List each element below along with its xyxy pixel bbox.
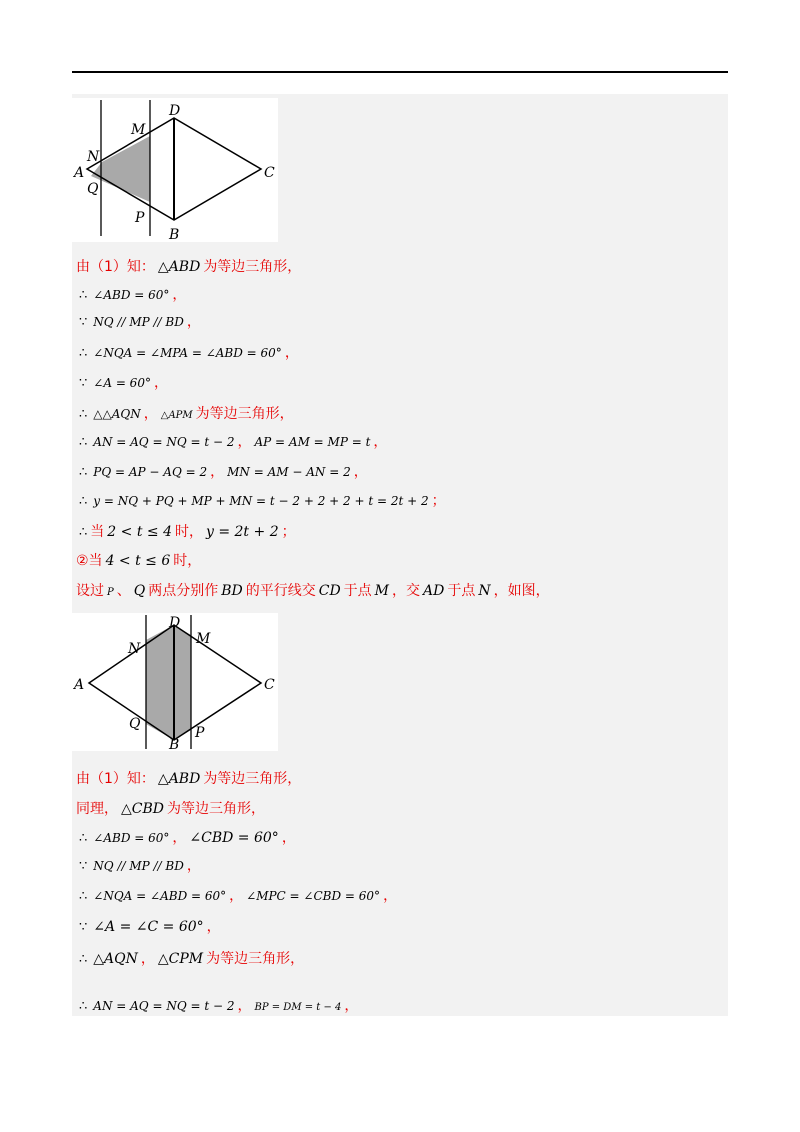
math-expression: AP = AM = MP = t (254, 435, 371, 449)
label-C: C (264, 677, 275, 693)
line-5 (76, 374, 168, 390)
solution-text: ， (344, 998, 359, 1014)
solution-text: ， (143, 406, 158, 422)
solution-text: ， (353, 464, 368, 480)
logic-symbol: ∴ (79, 346, 88, 361)
line-18 (76, 918, 221, 934)
math-expression: ∠A = ∠C = 60° (93, 919, 204, 935)
math-expression: y = NQ + PQ + MP + MN = t − 2 + 2 + 2 + t = 2t + 2 (93, 494, 429, 508)
line-9 (76, 492, 446, 508)
math-expression: ∠CBD = 60° (189, 830, 279, 846)
math-expression: P (107, 587, 114, 598)
logic-symbol: ∴ (79, 831, 88, 846)
logic-symbol: ∴ (79, 435, 88, 450)
solution-text: 、 (116, 583, 131, 599)
line-8 (76, 463, 368, 479)
line-12 (76, 582, 550, 598)
solution-text: 于点 (343, 583, 372, 599)
label-P: P (135, 210, 145, 226)
math-expression: △APM (160, 410, 193, 421)
figure-2-svg (72, 613, 278, 751)
logic-symbol: ∵ (79, 920, 88, 935)
math-expression: AN = AQ = NQ = t − 2 (93, 435, 235, 449)
line-20 (76, 997, 358, 1013)
solution-text: 于点 (447, 583, 476, 599)
math-expression: △CPM (157, 951, 204, 967)
solution-text: 两点分别作 (148, 583, 219, 599)
math-expression: MN = AM − AN = 2 (227, 465, 351, 479)
solution-text: ， (153, 375, 168, 391)
logic-symbol: ∵ (79, 859, 88, 874)
label-P: P (195, 725, 205, 741)
solution-text: ， (237, 998, 252, 1014)
line-10 (76, 523, 296, 539)
solution-text: ，如图， (493, 583, 550, 599)
logic-symbol: ∴ (79, 407, 88, 422)
label-M: M (196, 631, 211, 647)
solution-text: 由（1）知： (76, 771, 155, 787)
label-C: C (264, 165, 275, 181)
solution-text: ，交 (392, 583, 421, 599)
label-D: D (169, 615, 181, 631)
top-rule (72, 71, 728, 73)
solution-text: ， (172, 830, 187, 846)
math-expression: BP = DM = t − 4 (254, 1002, 342, 1013)
line-4 (76, 344, 299, 360)
solution-text: 为等边三角形， (195, 406, 294, 422)
logic-symbol: ∵ (79, 315, 88, 330)
line-17 (76, 887, 397, 903)
math-expression: ∠MPC = ∠CBD = 60° (246, 889, 381, 903)
line-15 (76, 829, 296, 845)
math-expression: NQ // MP // BD (93, 315, 184, 329)
solution-text: ， (186, 858, 201, 874)
line-11 (76, 552, 201, 568)
solution-panel (72, 94, 728, 1016)
solution-text: ， (229, 888, 244, 904)
math-expression: ∠NQA = ∠MPA = ∠ABD = 60° (93, 346, 282, 360)
solution-text: 时， (173, 553, 202, 569)
solution-text: ， (281, 830, 296, 846)
label-A: A (74, 165, 85, 181)
line-1 (76, 258, 301, 274)
shaded-region (146, 625, 191, 740)
math-expression: 2 < t ≤ 4 (107, 524, 172, 540)
logic-symbol: ∴ (79, 999, 88, 1014)
math-expression: ∠ABD = 60° (93, 831, 170, 845)
math-expression: N (478, 583, 491, 599)
line-7 (76, 433, 387, 449)
math-expression: y = 2t + 2 (205, 524, 279, 540)
label-N: N (128, 641, 141, 657)
line-13 (76, 770, 301, 786)
math-expression: △△AQN (93, 407, 141, 421)
logic-symbol: ∴ (79, 889, 88, 904)
solution-text: 同理， (76, 801, 118, 817)
math-expression: △ABD (157, 771, 201, 787)
solution-text: 的平行线交 (245, 583, 316, 599)
solution-text: ； (431, 493, 446, 509)
math-expression: CD (318, 583, 341, 599)
math-expression: AD (423, 583, 445, 599)
label-A: A (74, 677, 85, 693)
solution-text: 为等边三角形， (203, 771, 302, 787)
solution-text: ， (172, 287, 187, 303)
shaded-region (91, 136, 150, 202)
math-expression: ∠ABD = 60° (93, 288, 170, 302)
solution-text: 为等边三角形， (203, 259, 302, 275)
line-6 (76, 405, 294, 421)
line-3 (76, 313, 201, 329)
solution-text: ， (210, 464, 225, 480)
figure-1-svg (72, 98, 278, 242)
logic-symbol: ∴ (79, 494, 88, 509)
logic-symbol: ∴ (79, 952, 88, 967)
math-expression: ∠A = 60° (93, 376, 151, 390)
solution-text: 当 (90, 524, 105, 540)
logic-symbol: ∴ (79, 465, 88, 480)
math-expression: ∠NQA = ∠ABD = 60° (93, 889, 227, 903)
math-expression: △CBD (121, 801, 164, 817)
math-expression: 4 < t ≤ 6 (105, 553, 171, 569)
label-M: M (131, 122, 146, 138)
math-expression: M (374, 583, 390, 599)
label-B: B (169, 737, 180, 751)
logic-symbol: ∴ (79, 525, 88, 540)
label-Q: Q (129, 716, 141, 732)
solution-text: ， (206, 919, 221, 935)
line-14 (76, 800, 265, 816)
solution-text: ， (284, 345, 299, 361)
line-19 (76, 950, 304, 966)
label-Q: Q (87, 181, 99, 197)
label-D: D (169, 103, 181, 119)
math-expression: △ABD (157, 259, 201, 275)
solution-text: ， (140, 951, 155, 967)
line-2 (76, 286, 186, 302)
solution-text: 设过 (76, 583, 104, 599)
logic-symbol: ∵ (79, 376, 88, 391)
math-expression: AN = AQ = NQ = t − 2 (93, 999, 235, 1013)
solution-text: 由（1）知： (76, 259, 155, 275)
figure-1 (72, 98, 278, 242)
label-B: B (169, 227, 180, 242)
solution-text: 为等边三角形， (167, 801, 265, 817)
math-expression: △AQN (93, 951, 138, 967)
solution-text: ， (373, 434, 388, 450)
figure-2 (72, 613, 278, 751)
solution-text: 时， (174, 524, 203, 540)
line-16 (76, 857, 201, 873)
math-expression: BD (221, 583, 243, 599)
math-expression: PQ = AP − AQ = 2 (93, 465, 208, 479)
solution-text: ； (281, 524, 296, 540)
solution-text: ②当 (76, 553, 103, 569)
logic-symbol: ∴ (79, 288, 88, 303)
math-expression: Q (133, 583, 146, 599)
solution-text: ， (383, 888, 398, 904)
label-N: N (87, 149, 100, 165)
solution-text: ， (237, 434, 252, 450)
math-expression: NQ // MP // BD (93, 859, 184, 873)
solution-text: ， (186, 314, 201, 330)
solution-text: 为等边三角形， (206, 951, 305, 967)
